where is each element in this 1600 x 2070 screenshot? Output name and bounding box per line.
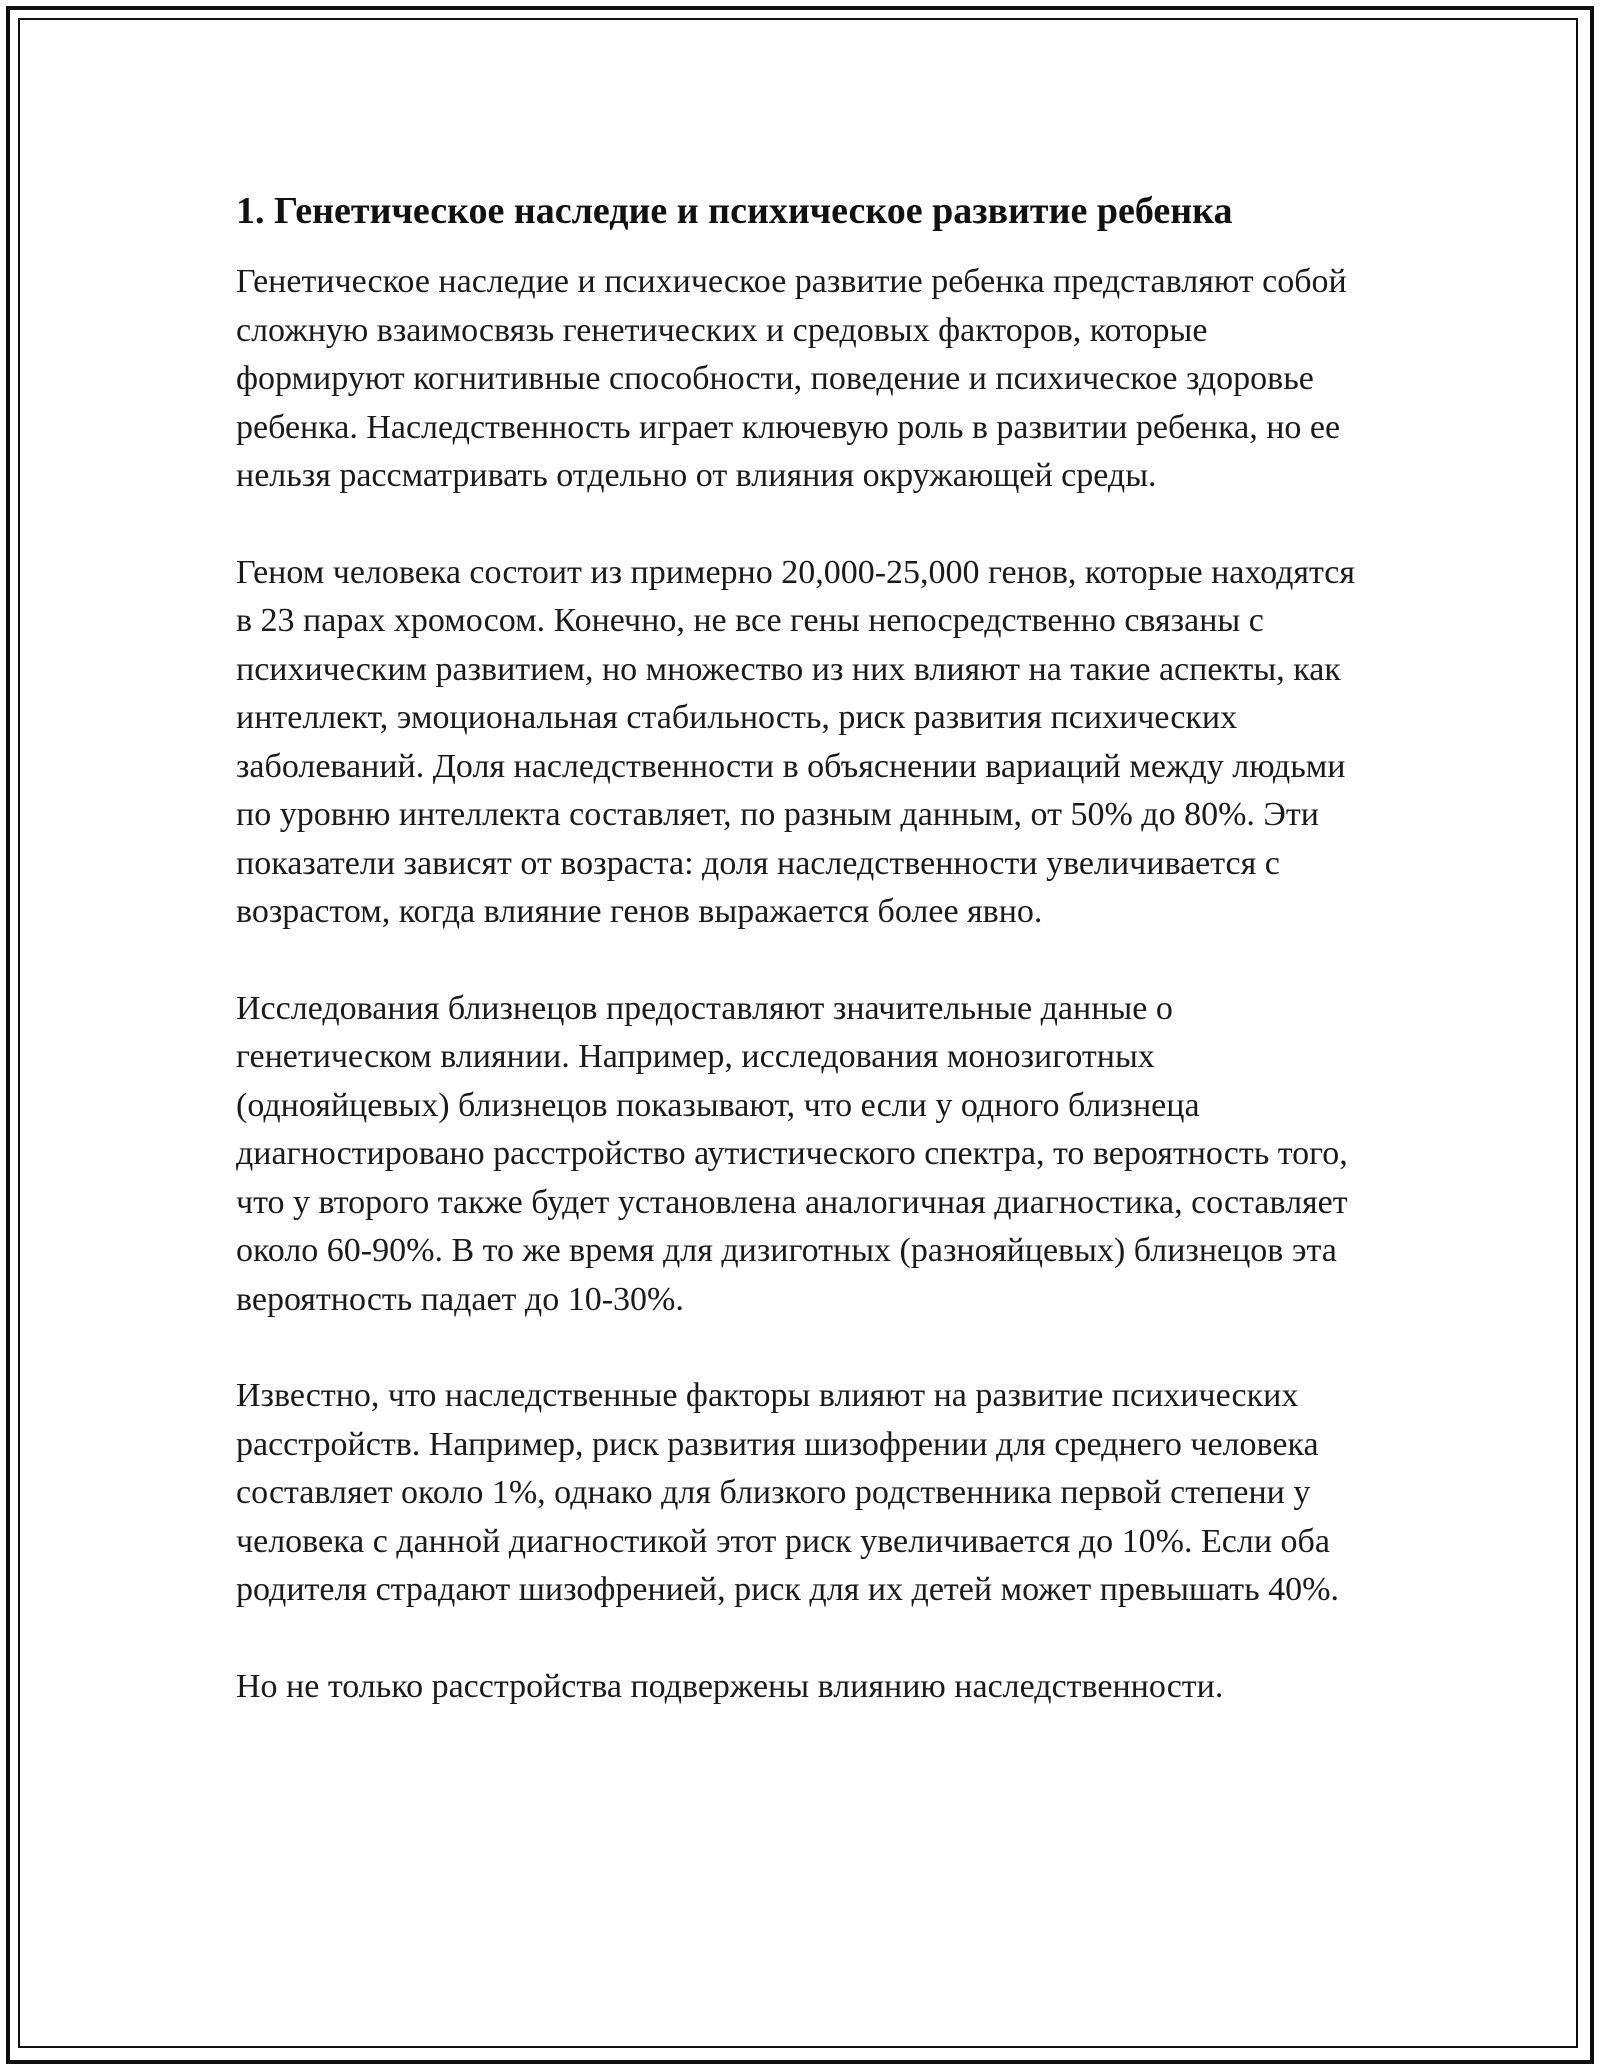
paragraph-twins: Исследования близнецов предоставляют значительные данные о генетическом влиянии. Например, исследования монозиготных (однояйцевых) близнецов показывают, что если у одного близнеца диагностировано расстройство аутистического спектра, то вероятность того, что у второго также будет установлена аналогичная диагностика, составляет около 60-90%. В то же время для дизиготных (разнояйцевых) близнецов эта вероятность падает до 10-30%. <box>236 989 1348 1318</box>
paragraph-closing: Но не только расстройства подвержены влиянию наследственности. <box>236 1667 1224 1705</box>
document-body <box>236 186 1376 1711</box>
paragraph-genome: Геном человека состоит из примерно 20,000-25,000 генов, которые находятся в 23 парах хромосом. Конечно, не все гены непосредственно связаны с психическим развитием, но множество из них влияют на такие аспекты, как интеллект, эмоциональная стабильность, риск развития психических заболеваний. Доля наследственности в объяснении вариаций между людьми по уровню интеллекта составляет, по разным данным, от 50% до 80%. Эти показатели зависят от возраста: доля наследственности увеличивается с возрастом, когда влияние генов выражается более явно. <box>236 553 1356 930</box>
paragraph-disorders: Известно, что наследственные факторы влияют на развитие психических расстройств. Например, риск развития шизофрении для среднего человека составляет около 1%, однако для близкого родственника первой степени у человека с данной диагностикой этот риск увеличивается до 10%. Если оба родителя страдают шизофренией, риск для их детей может превышать 40%. <box>236 1377 1339 1608</box>
section-heading: 1. Генетическое наследие и психическое развитие ребенка <box>236 190 1233 232</box>
paragraph-intro: Генетическое наследие и психическое развитие ребенка представляют собой сложную взаимосвязь генетических и средовых факторов, которые формируют когнитивные способности, поведение и психическое здоровье ребенка. Наследственность играет ключевую роль в развитии ребенка, но ее нельзя рассматривать отдельно от влияния окружающей среды. <box>236 263 1347 494</box>
